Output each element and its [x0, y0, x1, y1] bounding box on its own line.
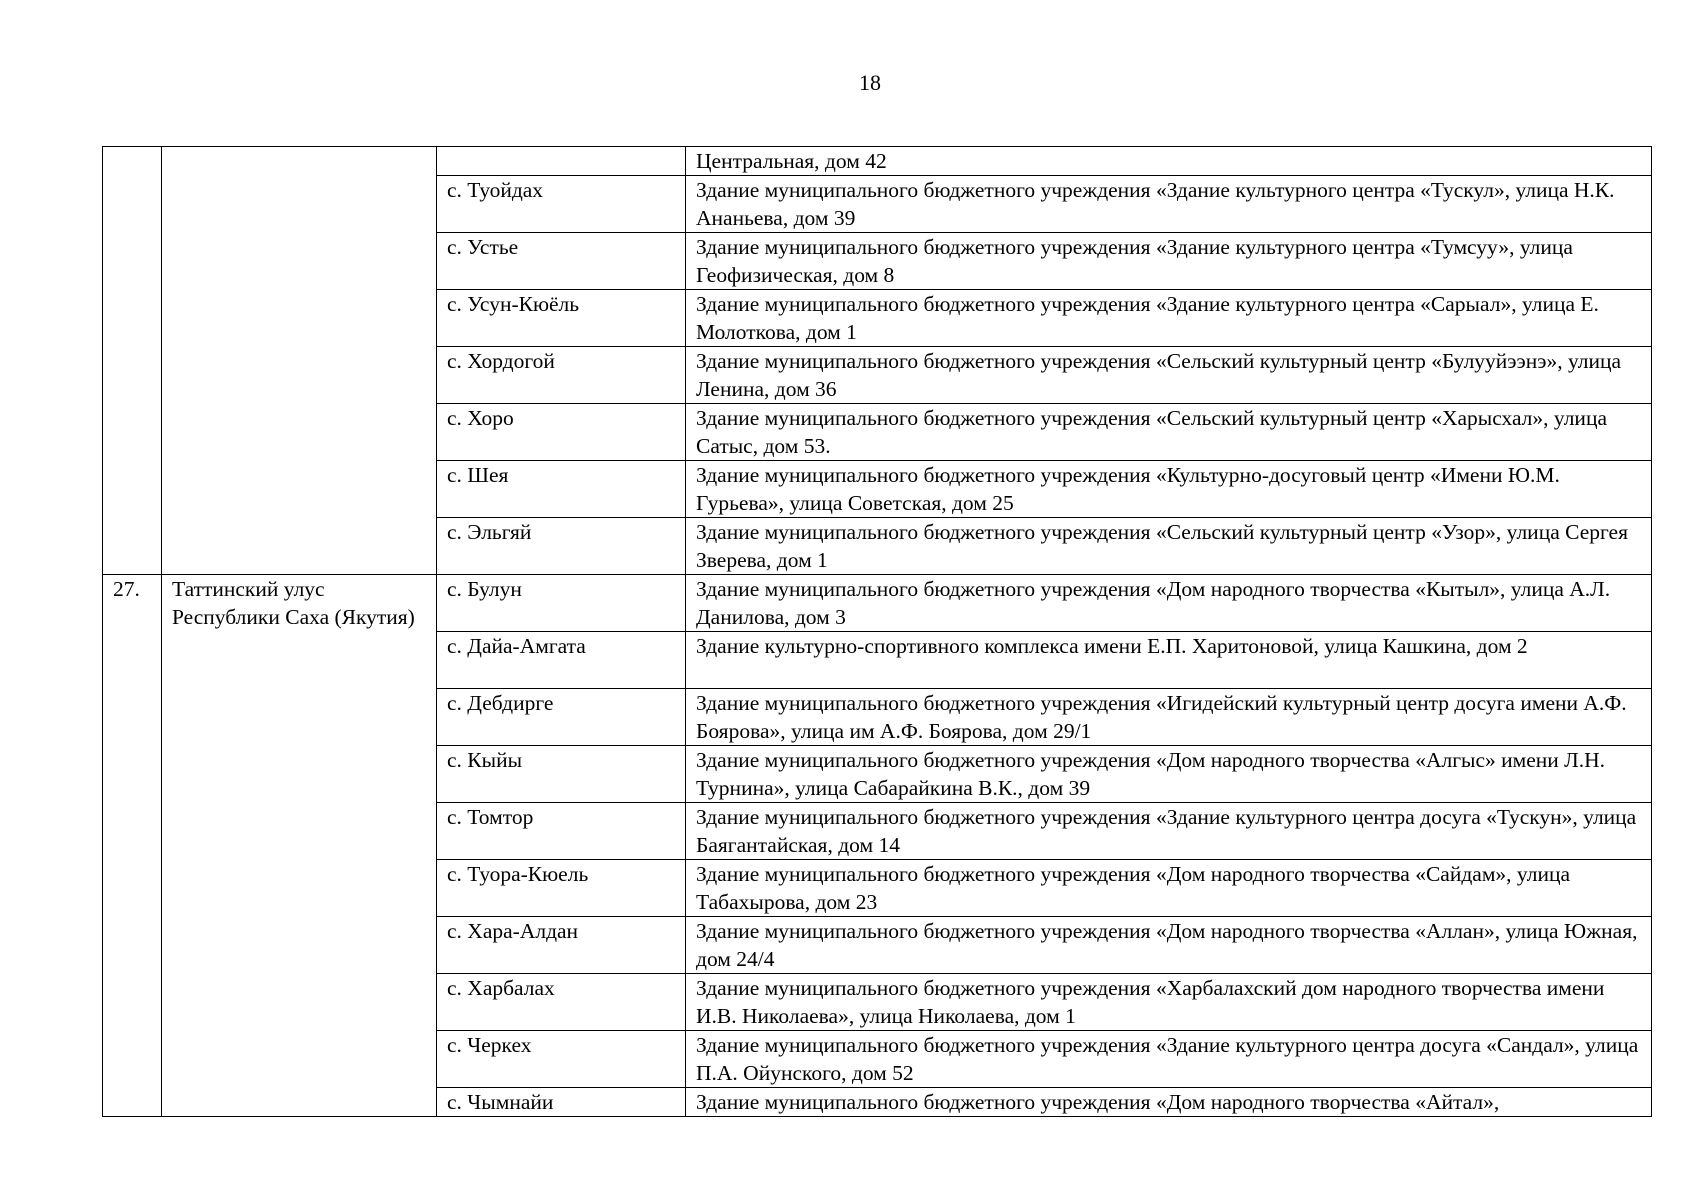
settlement-cell: с. Туойдах	[437, 176, 686, 233]
address-cell: Здание муниципального бюджетного учреждения «Здание культурного центра «Тускул», улица Н.К. Ананьева, дом 39	[686, 176, 1652, 233]
settlement-cell: с. Томтор	[437, 803, 686, 860]
settlement-cell: с. Устье	[437, 233, 686, 290]
address-cell: Здание муниципального бюджетного учреждения «Дом народного творчества «Сайдам», улица Табахырова, дом 23	[686, 860, 1652, 917]
settlement-cell: с. Усун-Кюёль	[437, 290, 686, 347]
settlement-cell: с. Дайа-Амгата	[437, 632, 686, 689]
address-cell: Здание муниципального бюджетного учреждения «Дом народного творчества «Алгыс» имени Л.Н. Турнина», улица Сабарайкина В.К., дом 39	[686, 746, 1652, 803]
region-cell-empty	[162, 147, 437, 575]
address-cell: Здание муниципального бюджетного учреждения «Дом народного творчества «Айтал»,	[686, 1088, 1652, 1117]
settlement-cell: с. Черкех	[437, 1031, 686, 1088]
settlement-cell: с. Хоро	[437, 404, 686, 461]
address-cell: Здание муниципального бюджетного учреждения «Дом народного творчества «Аллан», улица Южная, дом 24/4	[686, 917, 1652, 974]
address-cell: Здание муниципального бюджетного учреждения «Здание культурного центра досуга «Сандал», улица П.А. Ойунского, дом 52	[686, 1031, 1652, 1088]
settlement-cell: с. Хордогой	[437, 347, 686, 404]
region-name: Таттинский улус Республики Саха (Якутия)	[162, 575, 437, 1117]
address-cell: Здание муниципального бюджетного учреждения «Сельский культурный центр «Булууйээнэ», улица Ленина, дом 36	[686, 347, 1652, 404]
address-cell: Здание муниципального бюджетного учреждения «Харбалахский дом народного творчества имени И.В. Николаева», улица Николаева, дом 1	[686, 974, 1652, 1031]
settlement-cell: с. Кыйы	[437, 746, 686, 803]
number-cell-empty	[103, 147, 162, 575]
settlement-cell: с. Дебдирге	[437, 689, 686, 746]
settlement-cell: с. Эльгяй	[437, 518, 686, 575]
address-cell: Центральная, дом 42	[686, 147, 1652, 176]
address-cell: Здание культурно-спортивного комплекса имени Е.П. Харитоновой, улица Кашкина, дом 2	[686, 632, 1652, 689]
settlement-cell	[437, 147, 686, 176]
address-cell: Здание муниципального бюджетного учреждения «Здание культурного центра «Сарыал», улица Е. Молоткова, дом 1	[686, 290, 1652, 347]
settlement-cell: с. Чымнайи	[437, 1088, 686, 1117]
settlement-cell: с. Булун	[437, 575, 686, 632]
table-row	[103, 575, 1652, 632]
table-row	[103, 147, 1652, 176]
settlement-cell: с. Шея	[437, 461, 686, 518]
settlement-cell: с. Хара-Алдан	[437, 917, 686, 974]
address-cell: Здание муниципального бюджетного учреждения «Здание культурного центра «Тумсуу», улица Геофизическая, дом 8	[686, 233, 1652, 290]
address-cell: Здание муниципального бюджетного учреждения «Дом народного творчества «Кытыл», улица А.Л. Данилова, дом 3	[686, 575, 1652, 632]
page-number: 18	[859, 70, 881, 95]
address-cell: Здание муниципального бюджетного учреждения «Игидейский культурный центр досуга имени А.Ф. Боярова», улица им А.Ф. Боярова, дом 29/1	[686, 689, 1652, 746]
address-cell: Здание муниципального бюджетного учреждения «Сельский культурный центр «Узор», улица Сергея Зверева, дом 1	[686, 518, 1652, 575]
address-cell: Здание муниципального бюджетного учреждения «Культурно-досуговый центр «Имени Ю.М. Гурьева», улица Советская, дом 25	[686, 461, 1652, 518]
section-number: 27.	[103, 575, 162, 1117]
address-cell: Здание муниципального бюджетного учреждения «Сельский культурный центр «Харысхал», улица Сатыс, дом 53.	[686, 404, 1652, 461]
address-cell: Здание муниципального бюджетного учреждения «Здание культурного центра досуга «Тускун», улица Баягантайская, дом 14	[686, 803, 1652, 860]
venues-table	[102, 146, 1652, 1117]
settlement-cell: с. Туора-Кюель	[437, 860, 686, 917]
settlement-cell: с. Харбалах	[437, 974, 686, 1031]
